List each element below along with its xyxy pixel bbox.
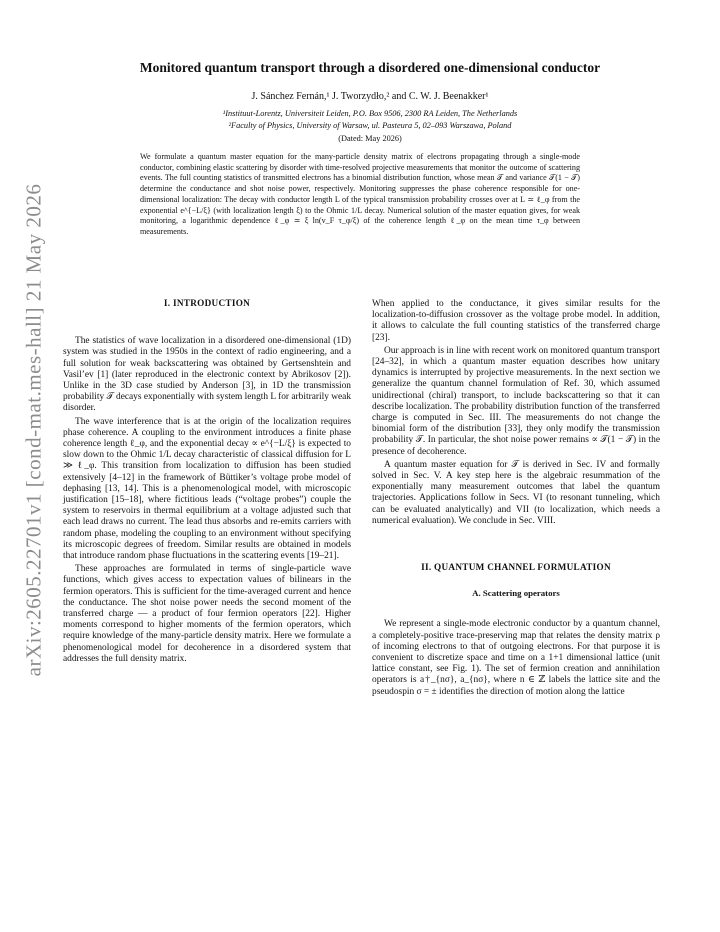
paper-title: Monitored quantum transport through a disordered one-dimensional conductor bbox=[139, 60, 601, 75]
intro-paragraph: Our approach is in line with recent work on monitored quantum transport [24–32], in which a quantum master equation describes how unitary dynamics is interrupted by projective measurements. In the next section we generalize the quantum channel formulation of Ref. 30, which assumed unidirectional (chiral) transport, to include backscattering so that it can describe localization. The probability distribution function of the transferred charge is computed in Sec. III. The measurements do not change the binomial form of the distribution [33], they only modify the transmission probability 𝒯. In particular, the shot noise power remains ∝ 𝒯(1 − 𝒯) in the presence of decoherence. bbox=[372, 345, 660, 457]
left-column bbox=[63, 298, 351, 665]
author-list: J. Sánchez Fernán,¹ J. Tworzydło,² and C. W. J. Beenakker¹ bbox=[251, 91, 489, 102]
intro-paragraph: When applied to the conductance, it gives similar results for the localization-to-diffusion crossover as the voltage probe model. In addition, it allows to calculate the full counting statistics of the transferred charge [23]. bbox=[372, 299, 660, 343]
intro-paragraph: These approaches are formulated in terms of single-particle wave functions, which gives access to expectation values of bilinears in the fermion operators. This is sufficient for the time-averaged current and hence the conductance. The shot noise power needs the second moment of the transferred charge — a product of four fermion operators [22]. Higher moments correspond to higher moments of the fermion operators, which require knowledge of the many-particle density matrix. Here we formulate a phenomenological model for decoherence in a disordered system that addresses the full density matrix. bbox=[63, 564, 351, 664]
arxiv-identifier: arXiv:2605.22701v1 [cond-mat.mes-hall] 21 May 2026 bbox=[21, 183, 46, 677]
right-column bbox=[372, 299, 660, 698]
intro-paragraph: A quantum master equation for 𝒯 is derived in Sec. IV and formally solved in Sec. V. A key step here is the algebraic resummation of the exponentially many measurement outcomes that label the quantum trajectories. Applications follow in Secs. VI (to resonant tunneling, which can be evaluated analytically) and VII (to localization, which needs a numerical evaluation). We conclude in Sec. VIII. bbox=[372, 459, 660, 526]
intro-paragraph: The wave interference that is at the origin of the localization requires phase coherence. A coupling to the environment introduces a finite phase coherence length ℓ_φ, and the exponential decay ∝ e^{−L/ξ} is expected to slow down to the Ohmic 1/L decay characteristic of classical diffusion for L ≫ ℓ_φ. This transition from localization to diffusion has been studied extensively [4–12] in the framework of Büttiker’s voltage probe model of dephasing [13, 14]. This is a phenomenological model, with microscopic justification [15–18], where fictitious leads (“voltage probes”) couple the system to reservoirs in thermal equilibrium at a voltage adjusted such that each lead draws no current. The lead thus absorbs and re-emits carriers with random phase, modeling the coupling to an environment without specifying its microscopic degrees of freedom. Similar results are obtained in models that introduce random phase fluctuations in the scattering events [19–21]. bbox=[63, 416, 351, 562]
arxiv-identifier-sidebar bbox=[14, 183, 54, 677]
intro-paragraph: The statistics of wave localization in a disordered one-dimensional (1D) system was studied in the 1950s in the context of radio engineering, and a full solution for weak backscattering was obtained by Gertsenshtein and Vasil’ev [1] (later reproduced in the electronic context by Abrikosov [2]). Unlike in the 3D case studied by Anderson [3], in 1D the transmission probability 𝒯 decays exponentially with system length L for arbitrarily weak disorder. bbox=[63, 336, 352, 414]
subsection-heading-scattering-operators: A. Scattering operators bbox=[472, 588, 560, 599]
abstract bbox=[140, 152, 580, 238]
affiliation-1: ¹Instituut-Lorentz, Universiteit Leiden, P.O. Box 9506, 2300 RA Leiden, The Netherlands bbox=[222, 109, 518, 118]
section-heading-introduction: I. INTRODUCTION bbox=[163, 298, 251, 308]
section-heading-quantum-channel: II. QUANTUM CHANNEL FORMULATION bbox=[421, 562, 611, 573]
affiliation-2: ²Faculty of Physics, University of Warsaw, ul. Pasteura 5, 02–093 Warszawa, Poland bbox=[228, 121, 512, 130]
section-paragraph: We represent a single-mode electronic conductor by a quantum channel, a completely-positive trace-preserving map that relates the density matrix ρ of incoming electrons to that of outgoing electrons. For that purpose it is convenient to discretize space and time on a 1+1 dimensional lattice (unit lattice constant, see Fig. 1). The set of fermion creation and annihilation operators is a†_{nσ}, a_{nσ}, where n ∈ ℤ labels the lattice site and the pseudospin σ = ± identifies the direction of motion along the lattice bbox=[372, 619, 660, 697]
date-line: (Dated: May 2026) bbox=[338, 134, 402, 143]
abstract-text: We formulate a quantum master equation for the many-particle density matrix of electrons propagating through a single-mode conductor, combining elastic scattering by disorder with time-resolved projective measurements that monitor the outcome of scattering events. The full counting statistics of transmitted electrons has a binomial distribution function, whose mean 𝒯 and variance 𝒯(1 − 𝒯) determine the conductance and shot noise power, respectively. Monitoring suppresses the phase coherence responsible for one-dimensional localization: The decay with conductor length L of the typical transmission probability crosses over at L ≃ ℓ_φ from the exponential e^{−L/ξ} (with localization length ξ) to the Ohmic 1/L decay. Numerical solution of the master equation gives, for weak monitoring, a logarithmic dependence ℓ_φ ≃ ξ ln(v_F τ_φ/ξ) of the coherence length ℓ_φ on the mean time τ_φ between measurements. bbox=[140, 152, 580, 236]
